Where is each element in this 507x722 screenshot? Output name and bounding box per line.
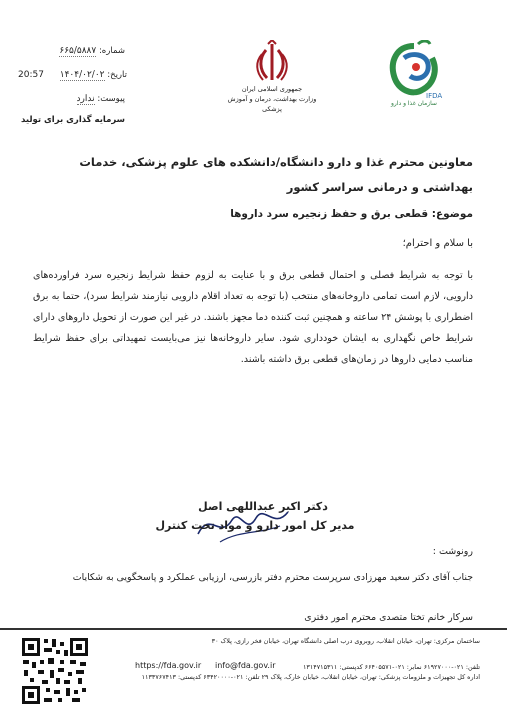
cc-item: جناب آقای دکتر سعید مهرزادی سرپرست محترم دفتر بازرسی، ارزیابی عملکرد و پاسخگویی به شکایات (72, 572, 473, 583)
iran-emblem (255, 40, 289, 84)
qr-code-icon (20, 636, 90, 706)
attachment-value: ندارد (76, 94, 95, 104)
fda-logo-mark: IFDA (426, 92, 443, 100)
ministry-name (218, 84, 326, 114)
fda-logo-text: سازمان غذا و دارو (391, 100, 437, 107)
letter-number-value: ۶۶۵/۵۸۸۷ (59, 46, 97, 56)
letter-time: 20:57 (18, 70, 44, 80)
footer-phone-line: تلفن: ۰۲۱-۶۱۹۲۷۰۰۰ نمابر: ۰۲۱-۶۶۴۰۵۵۷۱ کدپستی: ۱۳۱۴۷۱۵۳۱۱ (302, 663, 480, 671)
subject: موضوع: قطعی برق و حفظ زنجیره سرد داروها (230, 208, 473, 220)
fda-logo-icon (382, 40, 446, 100)
body-paragraph: با توجه به شرایط فصلی و احتمال قطعی برق و با عنایت به لزوم حفظ شرایط زنجیره سرد فراورده‌های دارویی، لازم است تمامی داروخانه‌های منتخب (با توجه به تعداد اقلام دارویی نیازمند شرایط سرد)، حتما به برق اضطراری با پوشش ۲۴ ساعته و همچنین ثبت کننده دما مجهز باشند. در غیر این صورت از تحویل داروهای دارای شرایط خاص نگهداری به ایشان خودداری شود. سایر داروخانه‌ها نیز می‌بایست تمهیداتی برای حفظ شرایط مناسب دمایی داروها در زمان‌های قطعی برق داشته باشند. (33, 270, 474, 365)
footer-office-line: اداره کل تجهیزات و ملزومات پزشکی: تهران، خیابان انقلاب، خیابان خارک، پلاک ۲۹ تلفن: ۰۲۱-۶۳۴۲۰۰۰۰ کدپستی: ۱۱۳۳۷۶۷۴۱۳ (141, 673, 480, 681)
slogan: سرمایه گذاری برای تولید (20, 115, 125, 125)
ministry-line-1: جمهوری اسلامی ایران (241, 85, 303, 93)
letter-number-label: شماره: (98, 46, 125, 56)
email-link[interactable]: info@fda.gov.ir (215, 661, 276, 670)
cc-label: رونوشت : (432, 546, 473, 557)
signatory-name: دکتر اکبر عبداللهی اصل (198, 500, 328, 513)
fda-logo (382, 40, 446, 112)
signatory-title: مدیر کل امور دارو و مواد تحت کنترل (155, 519, 355, 532)
greeting: با سلام و احترام؛ (402, 238, 473, 249)
footer-address-line: ساختمان مرکزی: تهران، خیابان انقلاب، روبروی درب اصلی دانشگاه تهران، خیابان فخر رازی، پلاک ۳۰ (211, 637, 480, 645)
recipient: معاونین محترم غذا و دارو دانشگاه/دانشکده های علوم پزشکی، خدمات بهداشتی و درمانی سراسر کشور (79, 155, 473, 194)
ministry-line-2: وزارت بهداشت، درمان و آموزش پزشکی (227, 95, 317, 113)
attachment-row (0, 94, 125, 105)
iran-emblem-icon (255, 40, 289, 84)
footer-address (100, 636, 480, 682)
letter-number-row (0, 46, 125, 57)
website-link[interactable]: https://fda.gov.ir (135, 661, 202, 670)
letter-date-label: تاریخ: (107, 70, 127, 80)
attachment-label: پیوست: (97, 94, 125, 104)
letter-date-value: ۱۴۰۴/۰۲/۰۲ (59, 70, 105, 80)
cc-item: سرکار خانم تختا متصدی محترم امور دفتری (304, 612, 473, 623)
